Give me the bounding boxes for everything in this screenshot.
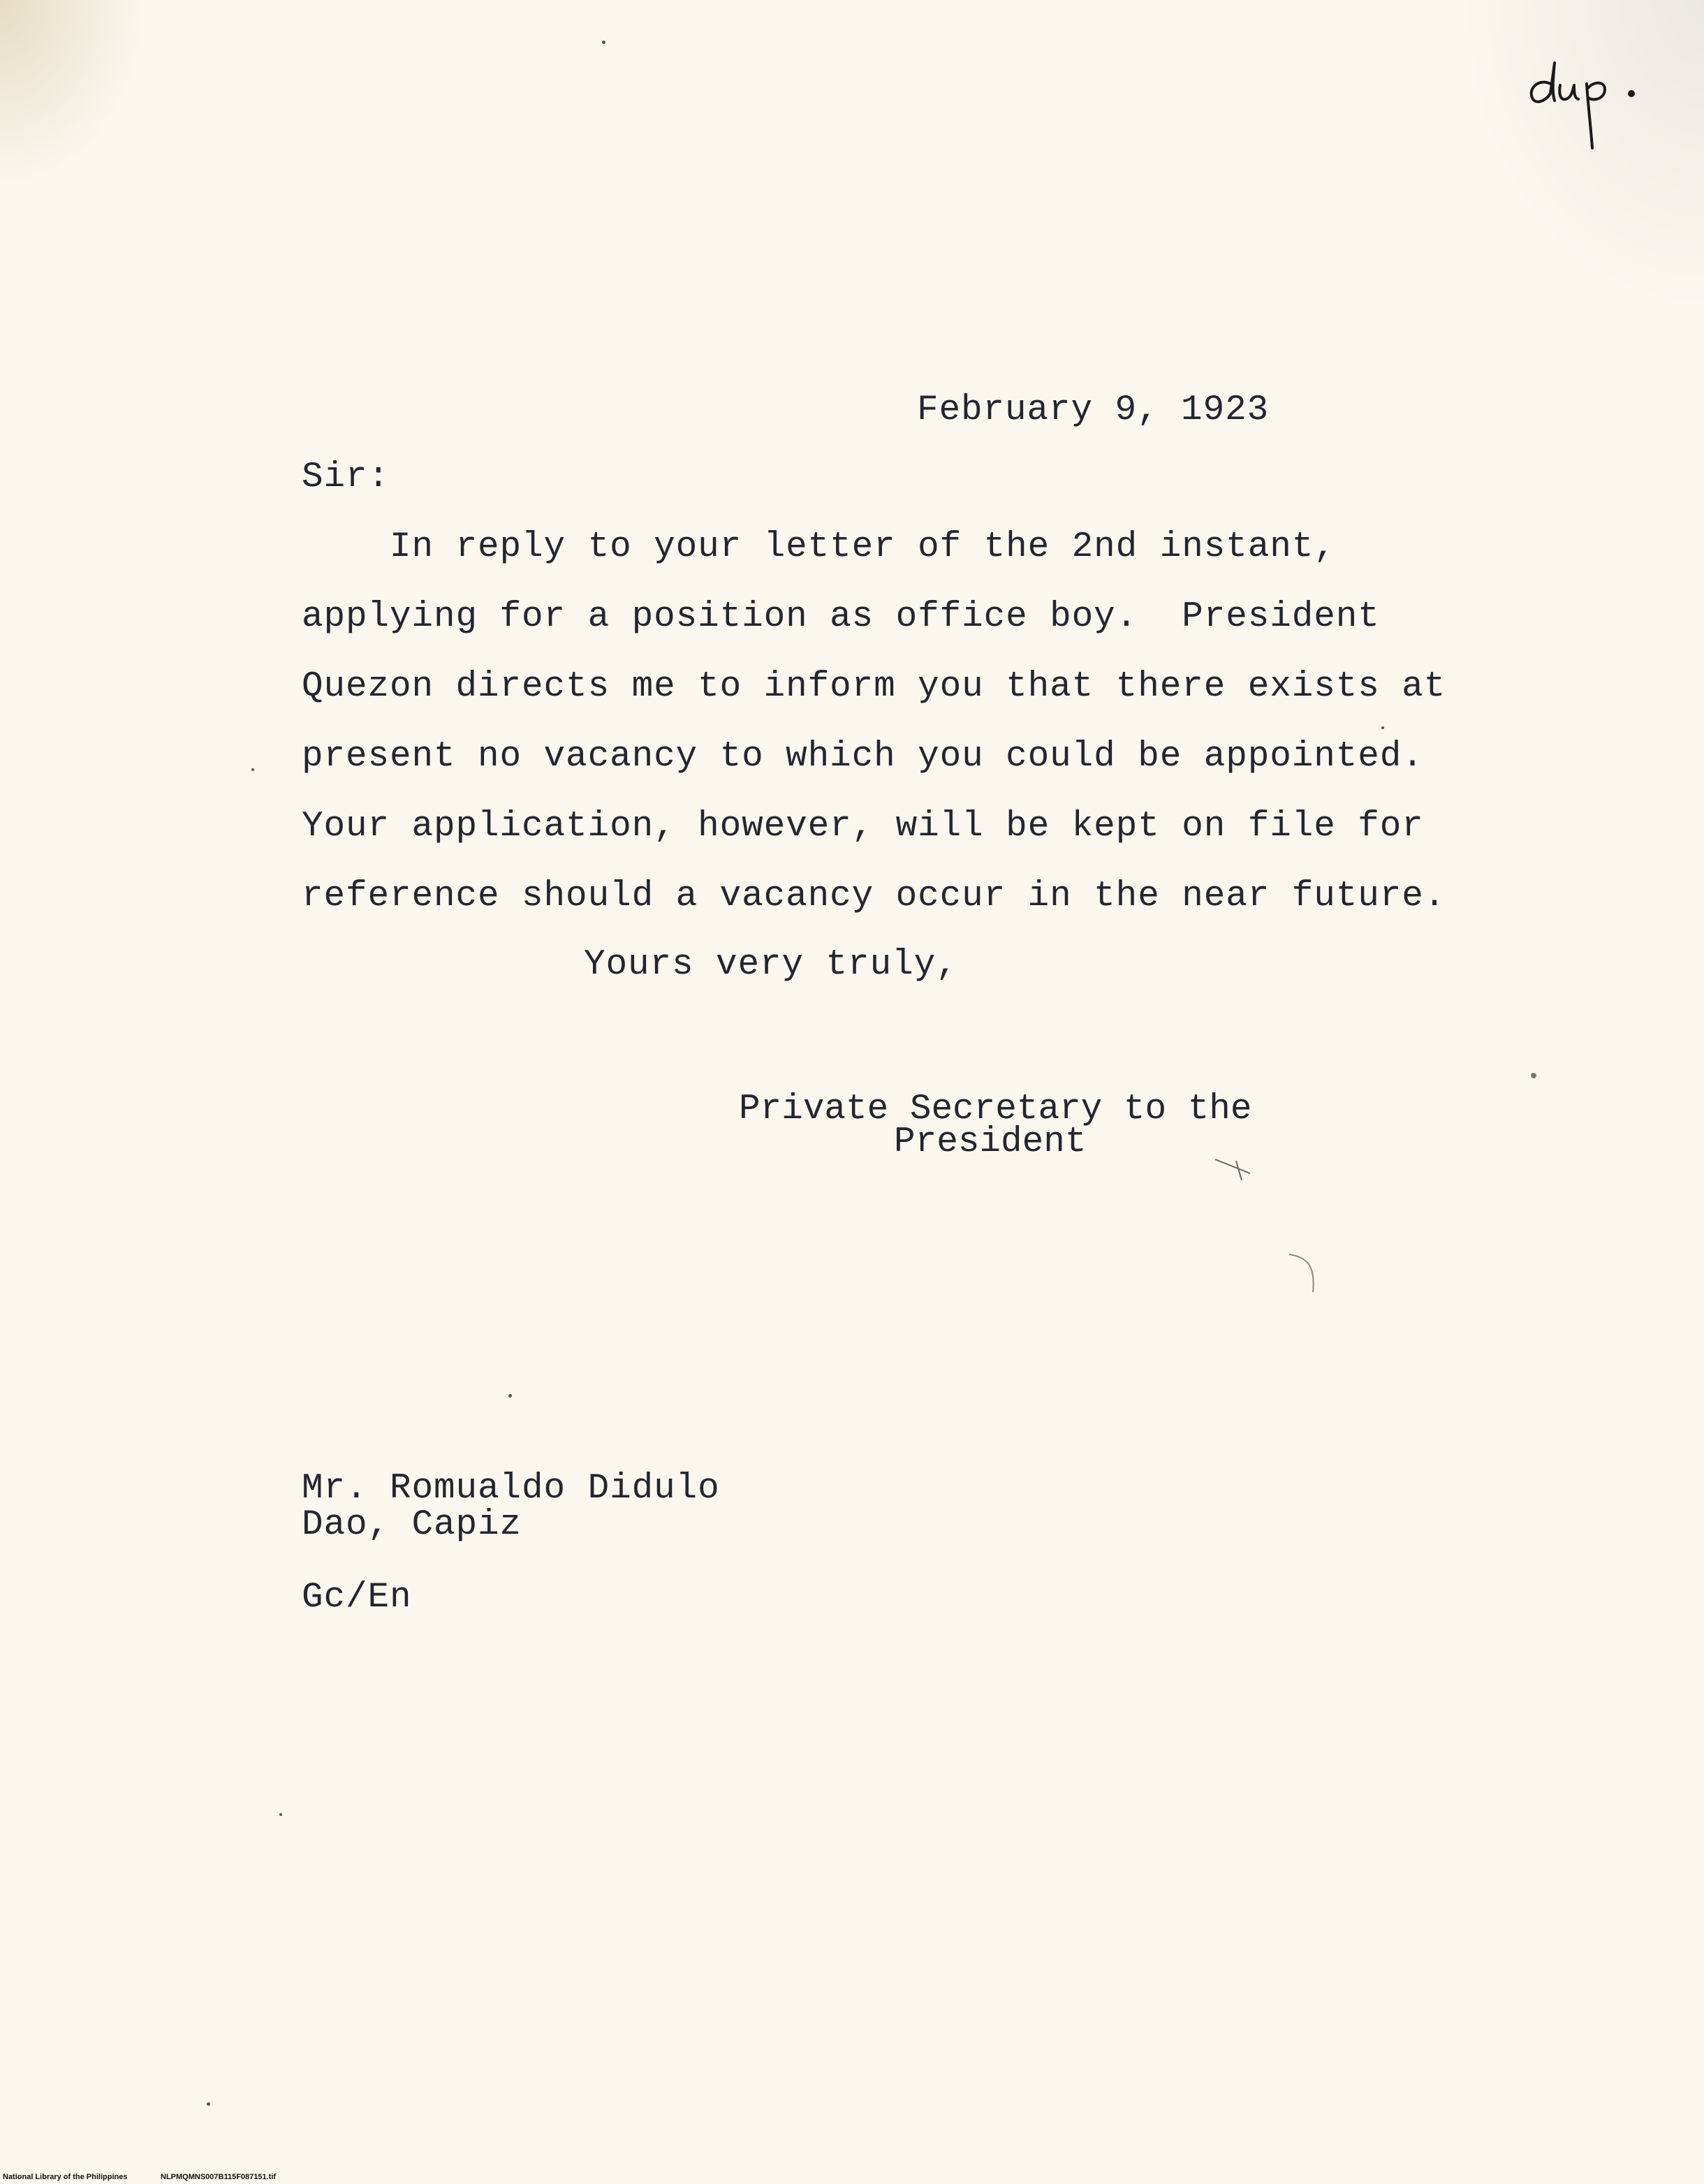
body-line: applying for a position as office boy. President xyxy=(302,597,1380,637)
paper-speck xyxy=(1381,726,1384,729)
paper-speck xyxy=(279,1813,282,1816)
handwritten-dup-note xyxy=(1524,57,1643,169)
reference-initials: Gc/En xyxy=(302,1578,412,1618)
footer-file-id: NLPMQMNS007B115F087151.tif xyxy=(161,2173,277,2181)
ink-mark xyxy=(1285,1250,1327,1313)
signature-title-line1: Private Secretary to the xyxy=(739,1090,1252,1129)
footer-library: National Library of the Philippines xyxy=(3,2173,128,2181)
paper-speck xyxy=(251,768,254,771)
recipient-name: Mr. Romualdo Didulo xyxy=(302,1469,720,1509)
letter-date: February 9, 1923 xyxy=(917,390,1270,430)
paper-speck xyxy=(508,1394,512,1398)
body-line: Quezon directs me to inform you that there exists at xyxy=(302,667,1446,707)
body-line: In reply to your letter of the 2nd instant, xyxy=(302,527,1336,567)
signature-title-line2: President xyxy=(894,1122,1087,1162)
recipient-address: Dao, Capiz xyxy=(302,1505,522,1545)
paper-speck xyxy=(1531,1073,1536,1078)
closing: Yours very truly, xyxy=(584,945,958,985)
body-line: present no vacancy to which you could be appointed. xyxy=(302,737,1424,777)
ink-mark xyxy=(1208,1152,1292,1222)
paper-speck xyxy=(207,2102,210,2106)
body-line: Your application, however, will be kept on file for xyxy=(302,807,1424,847)
body-line: reference should a vacancy occur in the near future. xyxy=(302,877,1446,916)
paper-speck xyxy=(602,41,605,44)
salutation: Sir: xyxy=(302,457,390,497)
